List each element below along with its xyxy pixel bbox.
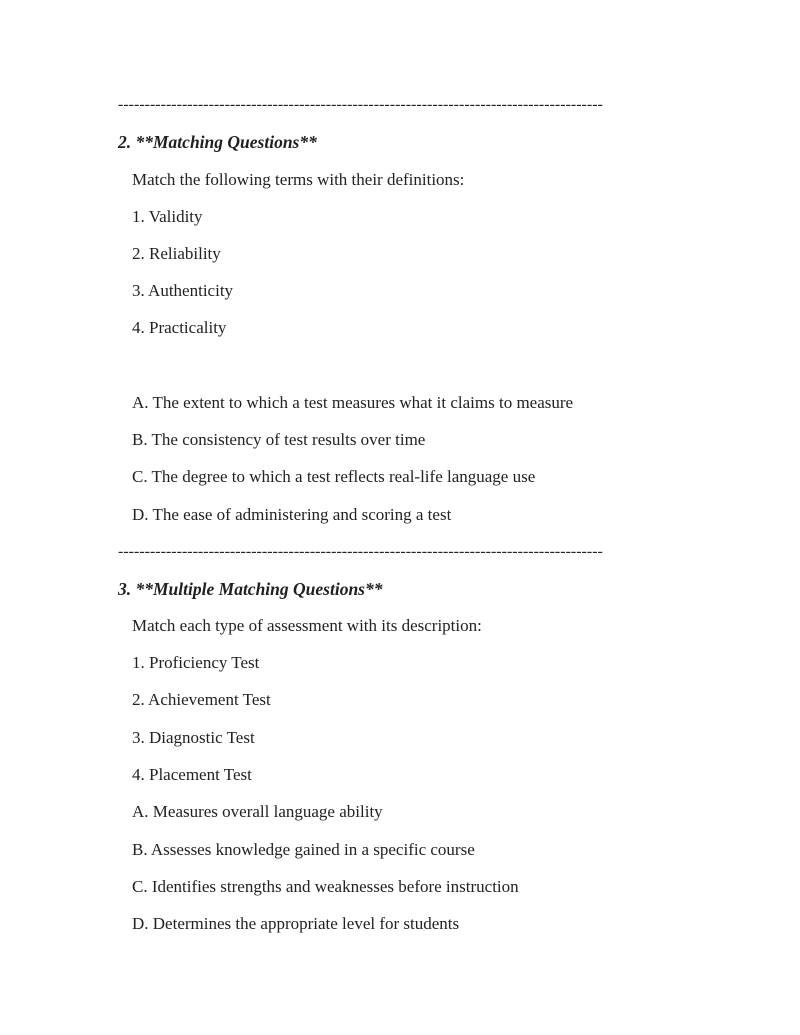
section-3-definition: B. Assesses knowledge gained in a specific course [132,840,475,859]
section-3-definition: D. Determines the appropriate level for students [132,914,460,933]
section-2-definition: C. The degree to which a test reflects real-life language use [132,467,536,486]
section-2-intro: Match the following terms with their definitions: [132,170,465,189]
section-3-intro: Match each type of assessment with its description: [132,616,482,635]
separator-line: ------------------------------------------------------------------------------------------- [118,543,603,560]
section-3-term: 2. Achievement Test [132,690,271,709]
section-3-term: 1. Proficiency Test [132,653,260,672]
section-2-term: 1. Validity [132,207,203,226]
section-2-term: 4. Practicality [132,318,227,337]
section-3-term: 4. Placement Test [132,765,252,784]
section-2-definition: A. The extent to which a test measures what it claims to measure [132,393,574,412]
section-2-term: 3. Authenticity [132,281,234,300]
section-3-heading: 3. **Multiple Matching Questions** [118,579,383,599]
section-2-heading: 2. **Matching Questions** [118,132,317,152]
section-2-definition: D. The ease of administering and scoring a test [132,505,452,524]
separator-line: ------------------------------------------------------------------------------------------- [118,96,603,113]
section-2-term: 2. Reliability [132,244,221,263]
section-3-definition: C. Identifies strengths and weaknesses before instruction [132,877,519,896]
section-3-definition: A. Measures overall language ability [132,802,383,821]
section-3-term: 3. Diagnostic Test [132,728,255,747]
section-2-definition: B. The consistency of test results over time [132,430,426,449]
